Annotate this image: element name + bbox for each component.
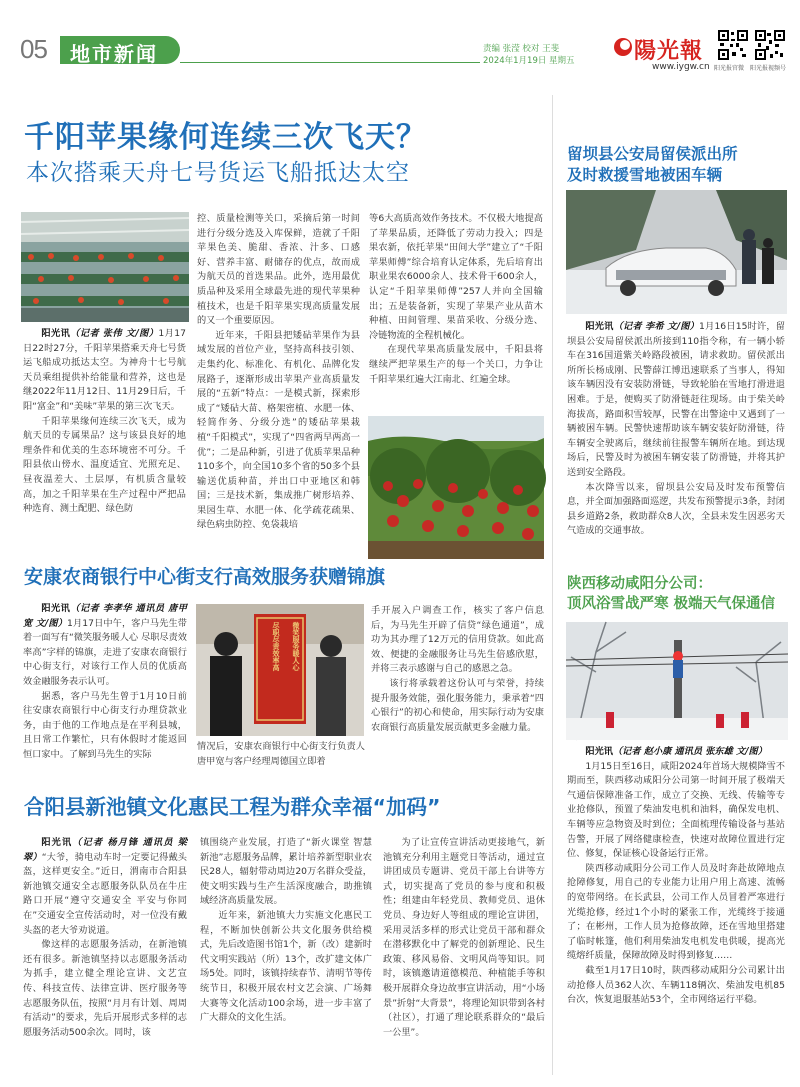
article4-snow-car-photo	[566, 190, 787, 314]
sun-logo-icon	[612, 36, 634, 58]
newspaper-logo: 陽光報	[634, 38, 704, 64]
banner-text-line: 尽职尽责效率高	[272, 622, 280, 671]
article1-column-3	[369, 212, 543, 412]
article2-column-3	[371, 604, 544, 772]
article5-headline	[567, 574, 775, 614]
article2-column-1	[23, 602, 187, 760]
article2-byline: 阳光讯	[41, 603, 71, 614]
banner-text-line: 微笑服务暖人心	[292, 622, 300, 671]
article3-column-1	[23, 836, 187, 1076]
article4-byline: 阳光讯	[585, 321, 614, 332]
article3-reporter: （记者 杨月锋 通讯员 梁翠）	[23, 837, 187, 863]
article4-headline-line: 留坝县公安局留侯派出所	[567, 145, 738, 163]
article1-column-2	[197, 212, 360, 558]
article5-byline: 阳光讯	[585, 746, 613, 757]
article3-paragraph: 镇围绕产业发展，打造了“新火课堂 智慧新池”志愿服务品牌，累计培养新型职业农民28人，辐射带动周边20万名群众受益，使文明实践与生产生活深度融合，助推镇域经济高质量发展。	[200, 837, 372, 907]
issue-date: 2024年1月19日 星期五	[483, 56, 575, 66]
editors-credit: 责编 张滢 校对 王斐	[483, 44, 560, 54]
article1-headline: 千阳苹果缘何连续三次飞天？	[24, 120, 427, 155]
article1-subheadline: 本次搭乘天舟七号货运飞船抵达太空	[26, 160, 410, 186]
article2-paragraph: 据悉，客户马先生曾于1月10日前往安康农商银行中心街支行办理贷款业务，由于他的工作地点是在平利县城，且日常工作繁忙，只有休假时才能返回恒口家中。了解到马先生的实际	[23, 690, 187, 760]
section-title-text: 地市新闻	[70, 42, 158, 66]
article2-paragraph: 该行将承载着这份认可与荣誉，持续提升服务效能，强化服务能力，秉承着“四心银行”的初心和使命，用实际行动为安康农商银行高质量发展贡献更多金融力量。	[371, 677, 544, 733]
article2-paragraph: 手开展入户调查工作，核实了客户信息后，为马先生开辟了信贷“绿色通道”，成功为其办理了12万元的信用贷款。如此高效、便捷的金融服务让马先生倍感欣慰，并将三表示感谢与自己的感恩之急。	[371, 605, 544, 675]
article3-byline: 阳光讯	[41, 837, 73, 848]
article1-paragraph: 控、质量检测等关口，采摘后第一时间进行分级分选及入库保鲜，造就了千阳苹果色美、脆甜、香浓、汁多、口感好、营养丰富、耐储存的优点，故而成为航天员的首选果品。此外，选用最优质品种及采用全球最先进的现代苹果种植技术，也是千阳苹果实现高质量发展的又一个重要原因。	[197, 213, 360, 327]
article5-body	[567, 745, 785, 1075]
article1-paragraph: 千阳苹果缘何连续三次飞天，成为航天员的专属果品？这与该县良好的地理条件和优美的生态环境密不可分。千阳县依山傍水、温度适宜、光照充足、昼夜温差大、土层厚，有机质含量较高，加之千阳苹果在生产过程中严把品种选育、测土配肥、绿色防	[23, 415, 186, 515]
article5-headline-line: 顶风浴雪战严寒 极端天气保通信	[567, 596, 776, 612]
sidebar-divider	[552, 95, 553, 1075]
article2-caption: 情况后，安康农商银行中心街支行负责人唐甲宽与客户经理周德国立即着	[197, 741, 365, 767]
article4-reporter: （记者 李希 文/图）	[613, 321, 700, 332]
article5-headline-line: 陕西移动咸阳分公司：	[567, 576, 712, 592]
article2-headline: 安康农商银行中心街支行高效服务获赠锦旗	[24, 566, 386, 588]
article1-column-1	[23, 327, 186, 558]
article5-snow-repair-photo	[566, 622, 788, 740]
article3-column-3	[383, 836, 545, 1076]
page-number: 05	[20, 34, 47, 64]
article1-paragraph: 等6大高质高效作务技术。不仅极大地提高了苹果品质，还降低了劳动力投入；四是果农新，依托苹果“田间大学”建立了“千阳苹果师傅”综合培育认定体系，先后培育出职业果农6000余人、技术骨干600余人，认定“千阳苹果师傅”257人并向全国输出；五是装备新，实现了苹果产业从苗木种植、田间管理、果苗采收、分级分选、冷链物流的全程机械化。	[369, 213, 543, 341]
qr-label: 阳光报官微	[714, 65, 745, 72]
article3-headline: 合阳县新池镇文化惠民工程为群众幸福“加码”	[24, 795, 441, 819]
article3-paragraph: “大爷，骑电动车时一定要记得戴头盔，这样更安全。”近日，渭南市合阳县新池镇交通安全志愿服务队队员在牛庄路口开展“遵守交通安全 平安与你同在”交通安全宣传活动时，对一位没有戴头盔的老大爷劝说道。	[23, 851, 187, 936]
qr-code-icon	[755, 30, 785, 60]
article3-column-2	[200, 836, 372, 1076]
article3-paragraph: 像这样的志愿服务活动，在新池镇还有很多。新池镇坚持以志愿服务活动为抓手，建立健全理论宣讲、文艺宣传、科技宣传、法律宣讲、医疗服务等志愿服务队伍，按照“月月有计划、周周有活动”的要求，先后开展形式多样的志愿服务活动500余次。同时，该	[23, 939, 187, 1038]
article1-paragraph: 1月17日22时27分，千阳苹果搭乘天舟七号货运飞船成功抵达太空。为神舟十七号航天员乘组提供补给能量和营养，这也是继2022年11月12日、11月29日后，千阳“富金”和“美味”苹果的第三次飞天。	[23, 328, 186, 412]
article1-paragraph: 近年来，千阳县把矮砧苹果作为县域发展的首位产业，坚持高科技引领、走集约化、标准化、有机化、品牌化发展路子，逐渐形成出苹果产业高质量发展的“五新”特点：一是模式新，探索形成了“矮砧大苗、格架密植、水肥一体、轻简作务、分级分选”的矮砧苹果栽植“千阳模式”，实现了“四省两早两高一优”；二是品种新，引进了优质苹果品种110多个，向全国10多个省的50多个县输送优质种苗，并出口中亚地区和韩国；三是技术新，集成推广树形培养、果园生草、水肥一体、化学疏花疏果、绿色病虫防控、免袋栽培	[197, 329, 360, 531]
section-title	[60, 36, 180, 64]
article2-banner-photo	[196, 604, 364, 736]
article4-body	[567, 320, 785, 565]
qr-label: 阳光报视频号	[750, 65, 787, 72]
article4-headline	[567, 144, 738, 186]
article3-paragraph: 为了让宣传宣讲活动更接地气，新池镇充分利用主题党日等活动，通过宣讲团成员专题讲、党员干部上台讲等方式，切实提高了党员的参与度和积极性；组建由年轻党员、教师党员、退休党员、身边好人等组成的理论宣讲团，采用灵活多样的形式让党员干部和群众在潜移默化中了解党的创新理论、民生政策、移风易俗、文明风尚等知识。同时，该镇邀请道德模范、种植能手等积极开展群众身边故事宣讲活动，用“小场景”折射“大背景”，将理论知识带到各村（社区），打通了理论联系群众的“最后一公里”。	[383, 837, 545, 1038]
article2-paragraph: 1月17日中午，客户马先生带着一面写有“微笑服务暖人心 尽职尽责效率高”字样的锦旗，走进了安康农商银行中心街支行，对该行工作人员的优质高效金融服务表示认可。	[23, 617, 187, 687]
article1-paragraph: 在现代苹果高质量发展中，千阳县将继续严把苹果生产的每一个关口，力争让千阳苹果红遍大江南北、红遍全球。	[369, 344, 543, 385]
article1-apple-orchard-photo	[368, 416, 544, 559]
article3-paragraph: 近年来，新池镇大力实施文化惠民工程，不断加快创新公共文化服务供给模式，先后改造图书馆1个，新（改）建新时代文明实践站（所）13个，改扩建文体广场5处。同时，该镇持续春节、清明节等传统节日，积极开展农村文艺会演、广场舞大赛等文化活动100余场，进一步丰富了广大群众的文化生活。	[200, 909, 372, 1024]
article4-paragraph: 本次降雪以来，留坝县公安局及时发布预警信息，并全面加强路面巡逻，共发布预警提示3条，封闭县乡道路2条，救助群众8人次，全县未发生因恶劣天气造成的交通事故。	[567, 481, 785, 537]
article1-factory-photo	[21, 212, 189, 322]
article4-headline-line: 及时救援雪地被困车辆	[567, 166, 723, 184]
article1-byline: 阳光讯	[41, 328, 71, 339]
qr-code-icon	[718, 30, 748, 60]
website-link[interactable]: www.iygw.cn	[652, 62, 710, 72]
article5-paragraph: 陕西移动咸阳分公司工作人员及时奔赴故障地点抢障修复，用自己的专业能力让用户用上高速、流畅的宽带网络。在长武县，公司工作人员冒着严寒进行光缆抢修，经过1个小时的紧张工作，光缆终于接通了；在彬州，工作人员为抢修故障，还在雪地里搭建了临时帐篷，他们利用柴油发电机发电供暖，提高光缆熔纤质量，保障故障及时得到修复……	[567, 862, 785, 962]
masthead	[0, 0, 800, 82]
article1-reporter: （记者 张伟 文/图）	[70, 328, 159, 339]
article4-paragraph: 1月16日15时许，留坝县公安局留侯派出所接到110指令称，有一辆小轿车在316国道紫关岭路段被困，请求救助。留侯派出所所长杨成刚、民警薛江博迅速联系了当事人，得知该车辆因没有安装防滑链，导致轮胎在雪地打滑进退困难。于是，便购买了防滑链赶往现场。由于柴关岭海拔高，路面积雪较厚，民警在出警途中又遇到了一辆被困车辆。民警快速帮助该车辆安装好防滑链，待车辆安全驶离后，继续前往报警车辆所在地。到达现场后，民警及时为被困车辆安装了防滑链，并将其护送到安全路段。	[567, 321, 785, 478]
article2-reporter: （记者 李孝华 通讯员 唐甲宽 文/图）	[23, 603, 187, 629]
article5-paragraph: 1月15日至16日，咸阳2024年首场大规模降雪不期而至，陕西移动咸阳分公司第一时间开展了极端天气通信保障准备工作，成立了交换、无线、传输等专业抢修队，预置了柴油发电机和油料，确保发电机、车辆等应急物资及时到位；全面梳理传输设备与基站告警，开展了网络健康检查，快速对故障位置进行定位、修复，保证核心设备运行正常。	[567, 760, 785, 860]
article5-paragraph: 截至1月17日10时，陕西移动咸阳分公司累计出动抢修人员362人次、车辆118辆次、柴油发电机85台次，恢复退服基站53个，全市网络运行平稳。	[567, 964, 785, 1006]
masthead-rule	[180, 62, 480, 63]
article5-reporter: （记者 赵小康 通讯员 张东雄 文/图）	[612, 746, 767, 757]
